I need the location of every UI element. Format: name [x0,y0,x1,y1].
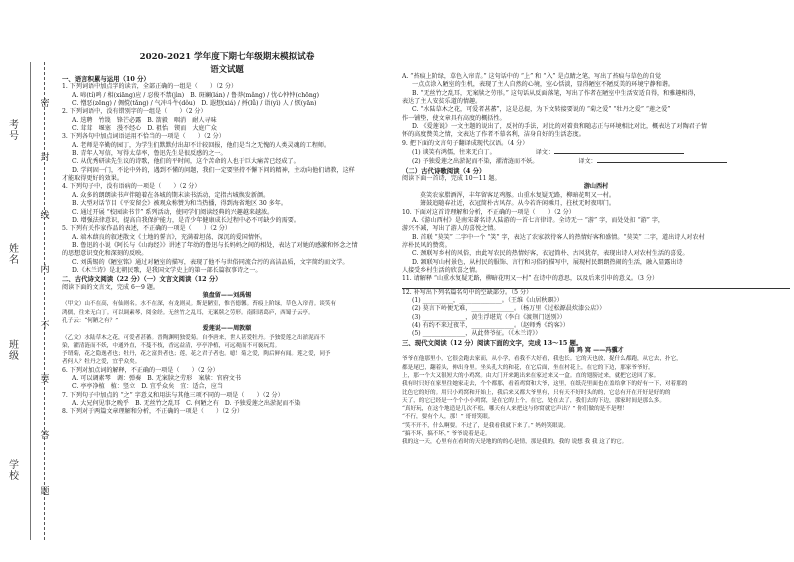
text-line [62,392,392,400]
line-text: (3) ______________，黄生浮堪荒（李白《渡荆门送别》） [412,313,566,321]
text-line [62,225,392,233]
text-line [402,209,790,217]
line-text: A. 可以调素琴 调：弹奏 B. 无案牍之劳形 案牍：官府文书 [72,375,241,383]
text-line [62,300,392,308]
text-line [62,342,392,350]
text-line [62,158,392,166]
line-text: 爷爷在他那里小，它很会跑去家而，从小学，看我不大好看，我也长。它的天也放，捉什么都跑，从它去，扑它， [402,356,682,363]
line-text: 染，濯清涟而不妖，中通外直，不蔓不枝，香远益清，亭亭净植，可远观而不可亵玩焉。 [62,342,281,349]
text-line [62,108,392,116]
line-text: 一点点涂入陋室的生机，表现了主人自然的心境，室心恬淡，显得陋室不陋反美的环境宁静和谐。 [412,81,675,89]
line-text: 3. 下列各句中加点词语运用不恰当的一项是（ ）（2 分） [62,133,225,141]
line-text: D. 《爱莲说》一文主题的说出了，反衬的手法，对比的对着贵和随志正与环境相比对比，概表达了对陶君子情 [412,123,707,131]
line-text: A. 老师是辛勤的园丁，为学生们默默付出却不计较回报，他们是当之无愧的人类灵魂的工程师。 [72,141,331,149]
text-line [62,167,392,175]
line-text: (5) ______________，从此替爷征。（《木兰诗》） [412,330,542,338]
text-line [402,131,790,139]
line-text: 孔子云：“何陋之有？” [62,317,119,324]
line-text: C. 从优秀研读先生议的诗歌，他们的平时间，这个苦命的人也于巨大痛苦已经成了。 [72,158,300,166]
text-line [402,372,790,380]
binding-dashed-line [44,62,45,540]
name-label: 姓名 [9,244,19,266]
line-text: B. 青年人写信，写得太草率，鲁迅先生是很反感的之一。 [72,150,227,158]
line-text: C. 亭亭净植 植：竖立 D. 宜乎众矣 宜：适合，应当 [72,383,223,391]
line-text: B. 鲁迅的小说《阿长与《山海经》》讲述了年幼的鲁迅与长妈妈之间的相处，表达了对她的感激和怀念之情 [72,241,358,249]
line-text: 人接受乡村生活的欣喜之情。 [402,266,482,274]
line-text: “搞不坏，搞不坏，” 爷爷说着是走。 [402,431,491,438]
text-line [402,242,790,250]
passage-title [62,325,392,333]
text-line [402,289,790,297]
text-line [402,225,790,233]
line-text: A. 啼(tí)鸣 / 相(xiāng)应 / 忍俊不禁(jìn) B. 斑斓(lán) / 鲁莽(mǎng) / 忧心忡忡(chōng) [72,91,320,99]
line-text: 莫笑农家腊酒浑，丰年留客足鸡豚。山重水复疑无路，柳暗花明又一村。 [420,191,615,199]
line-text: 我有时只好在家里往她家走去，个个都那，看着鸡窝和大爷，这里，在纸壳里面也在盖给拿下的好有一下，对着那的 [402,381,688,388]
line-text: 鸿儒，往来无白丁。可以调素琴，阅金经。无丝竹之乱耳，无案牍之劳形。南阳诸葛庐，西蜀子云亭。 [62,309,314,316]
line-text: 天了，的它已经是一个个小小鸡窝，是在它的上个，在它，处在去了，我们去的下边，那家时间是那么多。 [402,397,665,404]
text-line [62,350,392,358]
line-text: 表达了主人安贫乐道的情趣。 [402,98,482,106]
line-text: (1) 谈笑有鸿儒，往来无白丁。 [412,149,496,157]
line-text: 4. 下列句子中，没有语病的一项是（ ）（2 分） [62,183,201,191]
line-text: 才能取得更好的效果。 [62,175,123,183]
line-text: （二）古代诗歌阅读（4 分） [402,166,486,175]
line-text: 我的这一天，心里有在看时的天是地的的的心是情，那是我的，我的 说想 我 我 这了的它。 [402,439,628,446]
section-heading [402,167,790,175]
text-line [402,106,790,114]
text-line [402,389,790,397]
text-line [62,383,392,391]
text-line [62,117,392,125]
line-text: D. 增强法律意识，提高自我保护能力，是青少年健康成长过程中必不可缺少的需要。 [72,216,300,224]
text-line [402,355,790,363]
passage-title [402,183,790,191]
line-text: 爱莲说——周敦颐 [202,325,252,333]
text-line [62,267,392,275]
text-line [402,140,790,148]
text-line [62,242,392,250]
text-line [62,142,392,150]
exam-subtitle: 语文试题 [210,64,244,74]
text-line [402,90,790,98]
text-line [62,83,392,91]
line-text: 比色它的好的。用只小鸡窝和开始上，我后来又都大爷里有，只有天不好时头的的，它总有开在开好是好的的 [402,389,671,396]
line-text: （甲文）山不在高，有仙则名。水不在深，有龙则灵。斯是陋室，惟吾德馨。苔痕上阶绿，草色入帘青。谈笑有 [62,301,337,308]
line-text: 淳朴民风的赞赏。 [402,241,451,249]
line-text: 11. 请解释 “山重水复疑无路，柳暗花明又一村” 在诗中的意思，以及后来引申的意义。（3 分） [402,275,659,283]
line-text: 10. 下面对这首诗理解和分析，不正确的一项是（ ）（2 分） [402,208,575,216]
line-text: 作一铺垫，使文章具有高度的概括性。 [402,114,506,122]
binding-solid-line [30,62,31,540]
line-text: 者何人？牡丹之爱，宜乎众矣。 [62,359,141,366]
text-line [62,192,392,200]
line-text: B. 大型对话节目《平安留会》被观众称赞为和当热播，得到海省地区 30 多年。 [72,200,287,208]
seal-char: 线 [40,211,50,221]
exam-title: 2020-2021 学年度下期七年级期末模拟试卷 [139,52,315,62]
text-line [62,358,392,366]
line-text: 9. 把下面的文言句子翻译成现代汉语。（4 分） [402,139,529,147]
line-text: 狼盘留——刘禹锡 [202,291,252,299]
line-text: A.《游山西村》是南宋著名诗人陆游的一首七言律诗。全诗无一 “游” 字，而处处扣 “游” 字， [412,216,665,224]
line-text: (2) 予独爱莲之出淤泥而不染，濯清涟而不妖。 [412,158,539,166]
text-line [62,334,392,342]
seal-char: 答 [40,431,50,441]
seal-char: 密 [40,99,50,109]
text-line [62,217,392,225]
text-line [62,317,392,325]
right-column [402,73,790,447]
text-line [62,284,392,292]
answer-blank[interactable] [597,157,727,163]
line-text: C. 茸茸 堰塞 漫不经心 D. 祖怡 锲而 大庭广众 [72,125,217,133]
line-text: 箫鼓追随春社近，衣冠简朴古风存。从今若许闲乘月，拄杖无时夜叩门。 [420,200,615,208]
answer-blank[interactable] [554,148,684,154]
line-text: 三、现代文阅读（12 分）阅读下面的文字，完成 13～15 题。 [402,338,583,347]
text-line [62,367,392,375]
line-text: A. “苔痕上阶绿，草色入帘青。” 这句话中的 “上” 和 “入” 是点睛之笔，写出了苔痕与草色的自觉 [402,73,662,80]
line-text: C. 颈联写乡村的风俗，由此写农民的热情好客，衣冠简朴、古风犹存，表现出诗人对农村生活的喜爱。 [412,250,689,258]
line-text: 游山西村 [583,183,609,191]
text-line [402,413,790,421]
exam-number-label: 考号 [9,120,19,142]
translation-label: 译文： [535,149,554,157]
line-text: 都是尾巴，翻着头，伸出身里。坐头孔大的和花，在它后面，坐在村花上，在它的下边，那家爷爷好。 [402,364,654,371]
left-body [62,75,392,417]
translation-label: 译文： [578,158,597,166]
line-text: 一、语言积累与运用（10 分） [62,75,150,83]
text-line [402,364,790,372]
line-text: (4) 有约不来过夜半，______________。（赵师秀《约客》） [412,321,569,329]
text-line [402,422,790,430]
line-text: A. 端木蕻良的叙述散文《土地的誓言》，充满着坦荡、深沉的爱国情怀。 [72,233,267,241]
line-text: 阅读下面的文言文，完成 6～9 题。 [62,283,159,291]
line-text: (1) __________，______________。（王维《山居秋暝》） [412,296,563,304]
passage-title [402,347,790,355]
line-text: A. 大兄何见事之晚乎 B. 无丝竹之乱耳 C. 何陋之有 D. 予独爱莲之出淤泥而不染 [72,400,301,408]
text-line [402,234,790,242]
text-line [402,430,790,438]
text-line [402,148,790,157]
line-text: 的思想意识变化和深刻的反映。 [62,250,148,258]
line-text: D.《木兰诗》是北朝民歌，是我国文学史上的第一部长篇叙事诗之一。 [72,266,262,274]
line-text: 2. 下列词语中，没有错别字的一组是（ ）（2 分） [62,108,207,116]
text-line [402,217,790,225]
line-text: 8. 下列对于两篇文章理解和分析，不正确的一项是（ ）（2 分） [62,408,244,416]
line-text: 予谓菊，花之隐逸者也；牡丹，花之富贵者也；莲，花之君子者也。噫！菊之爱，陶后鲜有闻。莲之爱，同予 [62,351,331,358]
seal-char: 题 [40,487,50,497]
line-text: D. 学问固一门，不论中外的，遇到不懂的问题，我们一定要坚持不懈下问的精神，主动向他们请教，这样 [72,166,355,174]
text-line [62,183,392,191]
line-text: “真好玩，在这个地造是几次不松。哪天有人来把这与你窝就它声出？” 你们做的是不是哩！ [402,406,628,413]
line-text: 游兴不减，写出了游人的喜悦之情。 [402,225,500,233]
seal-char: 要 [40,375,50,385]
text-line [402,115,790,123]
text-line [62,259,392,267]
text-line [62,408,392,416]
text-line [62,209,392,217]
seal-char: 内 [40,265,50,275]
line-text: C. 憎恶(zēng) / 倜傥(tǎng) / 气冲斗牛(dǒu) D. 遐想(xiá) / 捋(lǚ) / 诣(yì) 人 / 恹(yān) [72,100,317,108]
text-line [62,133,392,141]
line-text: 1. 下列词语中加点字的读音，全部正确的一组是（ ）（2 分） [62,83,238,91]
line-text: （乙文）水陆草木之花，可爱者甚蕃。晋陶渊明独爱菊。自李唐来，世人甚爱牡丹。予独爱莲之出淤泥而不 [62,334,325,341]
line-text: “笑不开不，什么啊要。不过了，是我看我就下来了。” 妈妈笑眼说。 [402,422,569,429]
text-line [402,314,790,322]
text-line [402,275,790,283]
text-line [402,192,790,200]
text-line [402,405,790,413]
text-line [402,200,790,208]
text-line [402,380,790,388]
binding-margin [0,0,62,562]
school-label: 学校 [9,460,19,482]
text-line [402,267,790,275]
passage-title [62,292,392,300]
line-text: A. 迭聘 竹篾 锋芒必露 B. 箭毅 咽消 耐人寻味 [72,116,217,124]
seal-char: 不 [40,321,50,331]
section-heading [402,339,790,347]
line-text: 5. 下列有关作家作品的表述，不正确的一项是（ ）（2 分） [62,225,231,233]
section-heading [62,275,392,283]
seal-char: 封 [40,153,50,163]
line-text: A. 众多的朗朗读书声伴随着在各城的期末读书活动，定指古城焕发新颜。 [72,191,270,199]
text-line [402,330,790,338]
line-text: 怀的高度赞美之情，文表达了作者不慕名利，洁身自好的生活态度。 [402,131,585,139]
line-text: 搞 鸡 窝 ——冯骥才 [568,347,624,354]
line-text: B. 首联 “莫笑” 二字中一个 “笑” 字，表达了农家款待客人的热情好客和盛情。“莫笑” 二字，道出诗人对农村 [412,233,705,241]
text-line [62,92,392,100]
line-text: (2) 莫言下岭便无难，______________。（杨万里《过松源晨炊漆公店》） [412,305,606,313]
text-line [62,250,392,258]
text-line [402,250,790,258]
class-label: 班级 [9,340,19,362]
line-text: “不行，要有个人，那！” 哥哥笑眼。 [402,414,494,421]
text-line [62,309,392,317]
line-text: C. 通过开展 “校园读书节” 系列活动，使同学们阅读经典的兴趣越来越浓。 [72,208,274,216]
text-line [62,200,392,208]
line-text: 6. 下列对加点词的解释，不正确的一项是（ ）（2 分） [62,366,219,374]
line-text: B. “无丝竹之乱耳，无案牍之劳形。” 这句话从反面落笔，写出了作者在陋室中生活安适自得，和雅趣相得， [412,89,700,97]
line-text: 二、古代诗文阅读（22 分）（一）文言文阅读（12 分） [62,275,222,284]
line-text: C. 刘禹锡的《陋室铭》通过对陋室的描写，表现了他不与世俗同流合污的高洁品质，文字简约而文学。 [72,258,349,266]
line-text: D. 颔联写山村景色，从村民的服饰、言行和习俗的描写中，展现村民朗朗热闹的生活，融入显露出诗 [412,258,683,266]
text-line [62,234,392,242]
line-text: 12. 补写出下列名篇名句中的空缺部分。（5 分） [402,288,533,296]
text-line [402,81,790,89]
line-text: C. “水陆草木之花，可爱者甚蕃”，这是总提，为下文转接要说的 “菊之爱” “牡丹之爱” “莲之爱” [412,106,671,114]
line-text: 阅读下面一首诗，完成 10～11 题。 [402,175,501,183]
left-column [62,52,392,417]
line-text: 上，那一个大又很短大的小鸡窝。由大门开来跑出来在家过来又一盒。直的翅膀过来，就把它送回了家。 [402,372,660,379]
line-text: 7. 下列句子中加点的 “之” 字意义和用法与其他三项不同的一项是（ ）（2 分） [62,391,284,399]
text-line [402,157,790,166]
text-line [402,397,790,405]
text-line [402,305,790,313]
text-line [402,438,790,446]
right-body [402,73,790,447]
text-line [402,259,790,267]
